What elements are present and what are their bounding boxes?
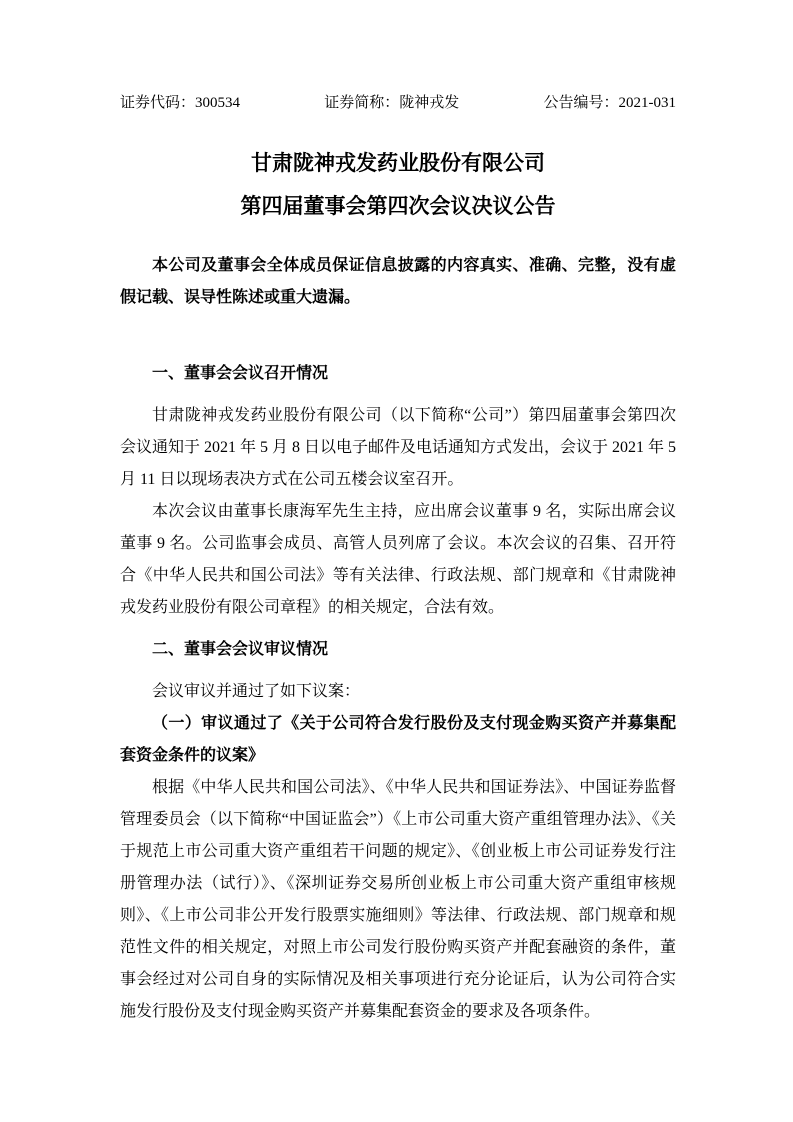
disclosure-notice: 本公司及董事会全体成员保证信息披露的内容真实、准确、完整，没有虚假记载、误导性陈述或重大遗漏。 (120, 257, 676, 306)
section2-item1-body: 根据《中华人民共和国公司法》、《中华人民共和国证券法》、中国证券监督管理委员会（以下简称“中国证监会”）《上市公司重大资产重组管理办法》、《关于规范上市公司重大资产重组若干问题的规定》、《创业板上市公司证券发行注册管理办法（试行）》、《深圳证券交易所创业板上市公司重大资产重组审核规则》、《上市公司非公开发行股票实施细则》等法律、行政法规、部门规章和规范性文件的相关规定，对照上市公司发行股份购买资产并配套融资的条件，董事会经过对公司自身的实际情况及相关事项进行充分论证后，认为公司符合实施发行股份及支付现金购买资产并募集配套资金的要求及各项条件。 (120, 779, 676, 1020)
section2-heading: 二、董事会会议审议情况 (152, 641, 329, 658)
document-header (120, 92, 676, 114)
section2-item1-heading: （一）审议通过了《关于公司符合发行股份及支付现金购买资产并募集配套资金条件的议案》 (120, 715, 676, 764)
section2-intro: 会议审议并通过了如下议案： (152, 683, 361, 700)
section1-paragraph-2: 本次会议由董事长康海军先生主持，应出席会议董事 9 名，实际出席会议董事 9 名。公司监事会成员、高管人员列席了会议。本次会议的召集、召开符合《中华人民共和国公司法》等有关法律、行政法规、部门规章和《甘肃陇神戎发药业股份有限公司章程》的相关规定，合法有效。 (120, 503, 676, 616)
section1-paragraph-1: 甘肃陇神戎发药业股份有限公司（以下简称“公司”）第四届董事会第四次会议通知于 2021 年 5 月 8 日以电子邮件及电话通知方式发出，会议于 2021 年 5 月 11 日以现场表决方式在公司五楼会议室召开。 (120, 407, 677, 488)
stock-abbr: 证券简称：陇神戎发 (324, 95, 460, 111)
announcement-number: 公告编号：2021-031 (543, 95, 676, 111)
meeting-resolution-title: 第四届董事会第四次会议决议公告 (240, 194, 556, 218)
stock-code: 证券代码：300534 (120, 95, 241, 111)
company-name: 甘肃陇神戎发药业股份有限公司 (251, 151, 545, 175)
section1-heading: 一、董事会会议召开情况 (152, 365, 329, 382)
document-title (120, 142, 676, 228)
